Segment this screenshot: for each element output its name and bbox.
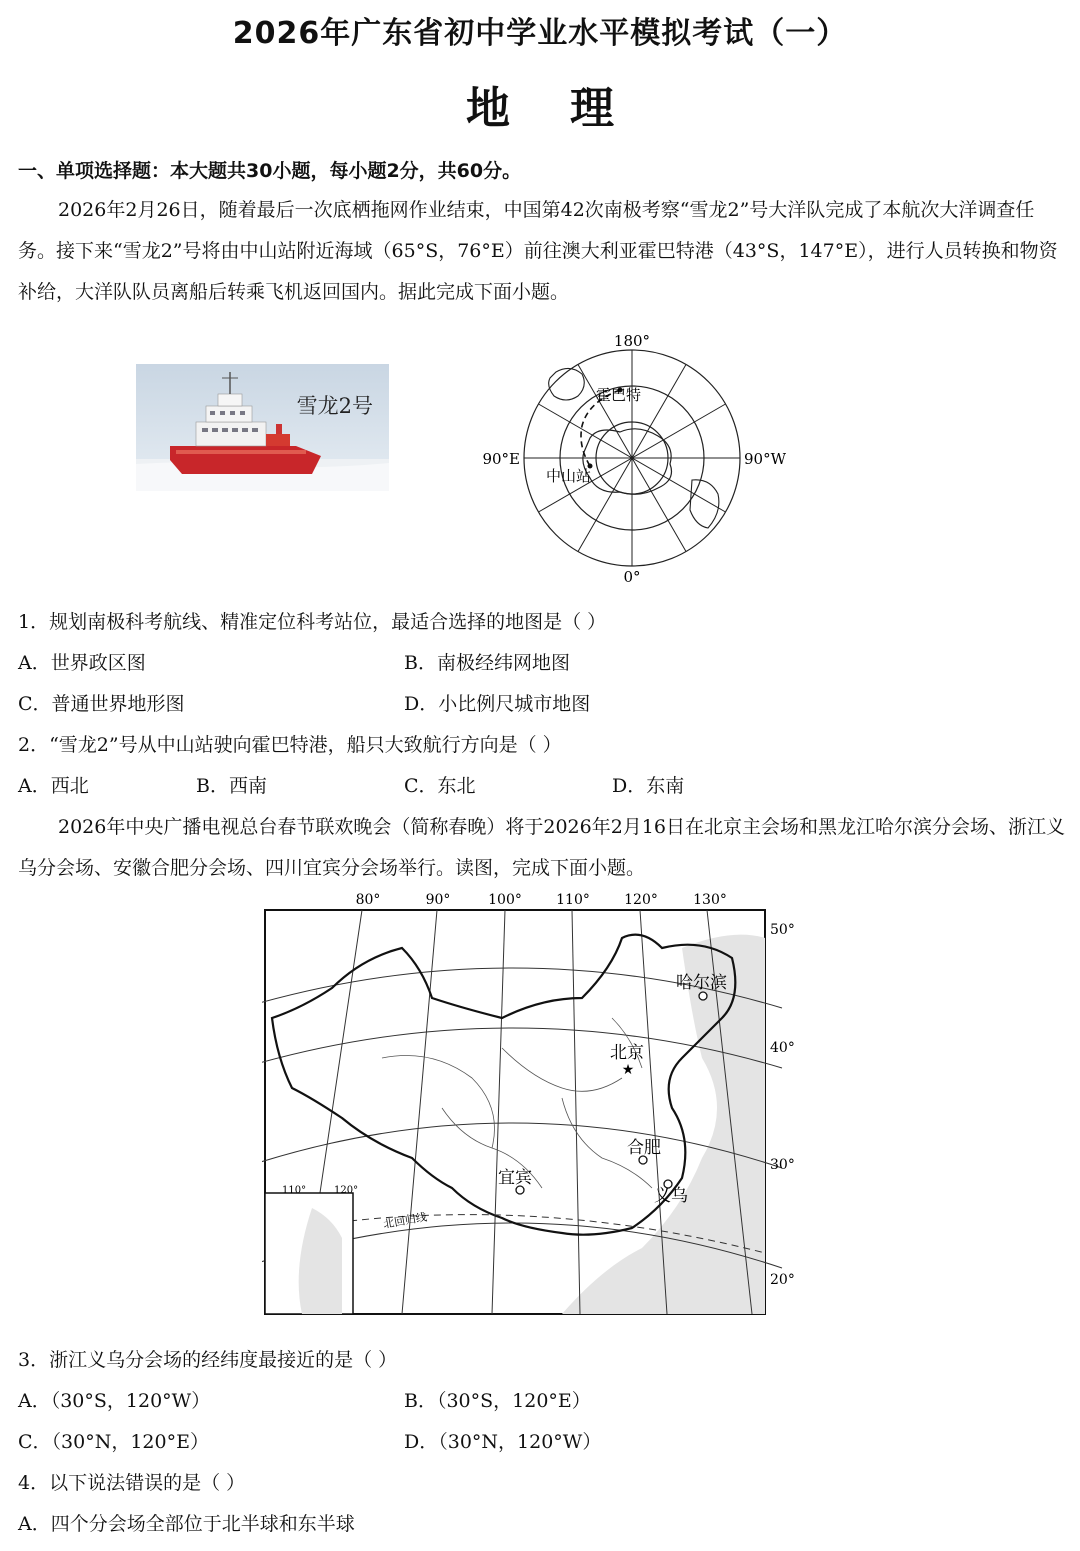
australia-outline [549,368,585,400]
question-2-stem: 2．“雪龙2”号从中山站驶向霍巴特港，船只大致航行方向是（ ） [18,734,562,756]
ship-photo [136,364,389,491]
question-1-option-a[interactable]: A．世界政区图 [18,652,146,674]
city-beijing: 北京 [610,1043,644,1063]
passage-2: 2026年中央广播电视总台春节联欢晚会（简称春晚）将于2026年2月16日在北京主会场和黑龙江哈尔滨分会场、浙江义乌分会场、安徽合肥分会场、四川宜宾分会场举行。读图，完成下面小题。 [18,816,1065,879]
lat-label-30: 30° [770,1157,795,1173]
passage-1: 2026年2月26日，随着最后一次底栖拖网作业结束，中国第42次南极考察“雪龙2”号大洋队完成了本航次大洋调查任务。接下来“雪龙2”号将由中山站附近海域（65°S，76°E）前往澳大利亚霍巴特港（43°S，147°E），进行人员转换和物资补给，大洋队队员离船后转乘飞机返回国内。据此完成下面小题。 [18,199,1058,303]
question-3-option-c[interactable]: C．（30°N，120°E） [18,1431,209,1453]
question-3-option-a[interactable]: A．（30°S，120°W） [18,1390,211,1412]
label-180: 180° [613,332,651,350]
lon-label-120: 120° [624,892,658,908]
label-zhongshan: 中山站 [546,467,592,485]
antarctic-polar-map [470,328,800,588]
lon-label-80: 80° [355,892,381,908]
city-harbin: 哈尔滨 [676,973,727,993]
city-hefei: 合肥 [627,1138,661,1158]
label-hobart: 霍巴特 [596,386,642,404]
lon-label-130: 130° [693,892,727,908]
question-2-option-a[interactable]: A．西北 [18,775,89,797]
label-0: 0° [623,568,641,586]
inset-lon-110: 110° [282,1185,307,1196]
lon-label-90: 90° [425,892,451,908]
question-2-option-b[interactable]: B．西南 [196,775,267,797]
lat-label-20: 20° [770,1272,795,1288]
question-3-stem: 3．浙江义乌分会场的经纬度最接近的是（ ） [18,1349,398,1371]
inset-lon-120: 120° [334,1185,359,1196]
subject-title: 地理 [466,83,674,134]
question-3-option-b[interactable]: B．（30°S，120°E） [404,1390,591,1412]
question-1-stem: 1．规划南极科考航线、精准定位科考站位，最适合选择的地图是（ ） [18,611,607,633]
lat-label-50: 50° [770,922,795,938]
question-1-option-b[interactable]: B．南极经纬网地图 [404,652,570,674]
ship-illustration [136,364,389,491]
question-1-option-d[interactable]: D．小比例尺城市地图 [404,693,591,715]
china-map [262,888,802,1318]
lon-label-110: 110° [556,892,590,908]
label-90e: 90°E [482,450,520,468]
question-2-option-c[interactable]: C．东北 [404,775,476,797]
question-2-option-d[interactable]: D．东南 [612,775,685,797]
section-heading: 一、单项选择题：本大题共30小题，每小题2分，共60分。 [18,160,522,182]
question-4-option-a[interactable]: A．四个分会场全部位于北半球和东半球 [18,1513,355,1535]
city-yiwu: 义乌 [654,1186,688,1206]
question-3-option-d[interactable]: D．（30°N，120°W） [404,1431,602,1453]
harbin-marker [699,992,707,1000]
exam-title: 2026年广东省初中学业水平模拟考试（一） [232,16,848,51]
question-4-stem: 4．以下说法错误的是（ ） [18,1472,246,1494]
lat-label-40: 40° [770,1040,795,1056]
lon-label-100: 100° [488,892,522,908]
label-90w: 90°W [744,450,787,468]
beijing-star-icon: ★ [621,1062,635,1078]
ship-photo-label: 雪龙2号 [296,394,373,418]
tropic-label: 北回归线 [382,1210,428,1231]
question-1-option-c[interactable]: C．普通世界地形图 [18,693,185,715]
south-america-outline [690,480,719,528]
city-yibin: 宜宾 [498,1168,532,1188]
